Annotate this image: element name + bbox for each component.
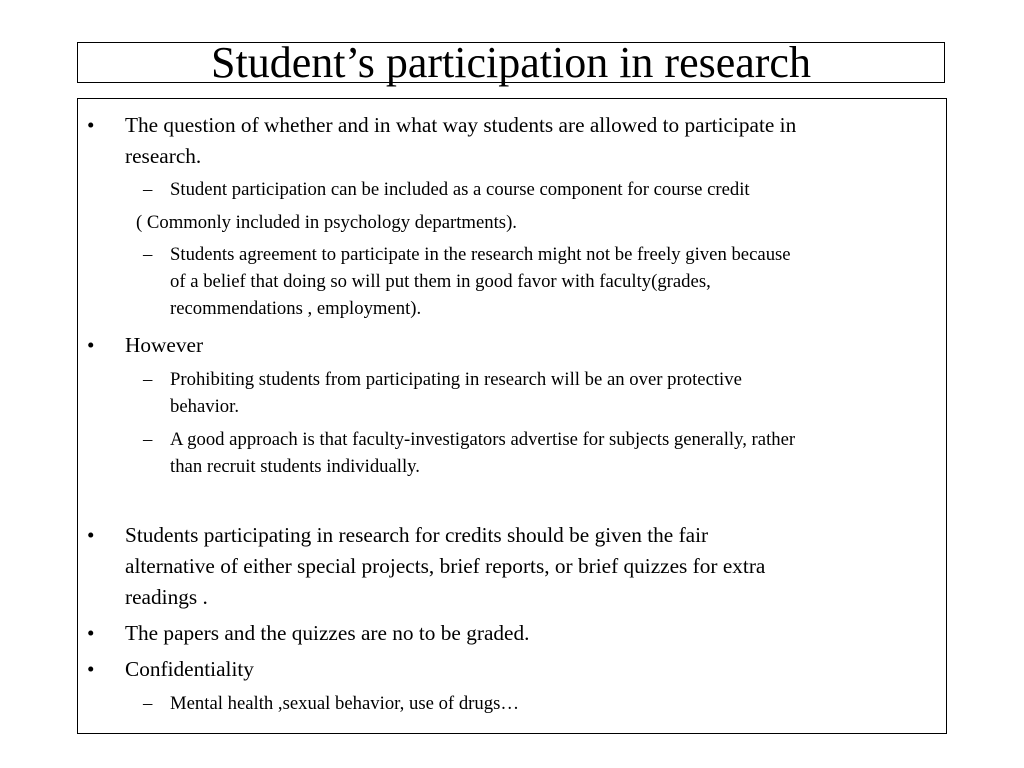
bullet-marker: • [87, 333, 95, 357]
sub-item1-1: Student participation can be included as a course component for course credit [170, 179, 750, 200]
sub-item2-2-line1: A good approach is that faculty-investigators advertise for subjects generally, rather [170, 429, 796, 450]
note-line: ( Commonly included in psychology departments). [136, 212, 517, 233]
sub-item1-2-line3: recommendations , employment). [170, 298, 422, 319]
bullet-marker: • [87, 657, 95, 681]
bullet-marker: • [87, 113, 95, 137]
dash-marker: – [143, 179, 153, 200]
sub-item2-1-line2: behavior. [170, 396, 240, 417]
dash-marker: – [143, 244, 153, 265]
bullet-marker: • [87, 621, 95, 645]
dash-marker: – [143, 693, 153, 714]
content-box [77, 98, 947, 734]
bullet-item2: However [125, 333, 204, 357]
sub-item5-1: Mental health ,sexual behavior, use of drugs… [170, 693, 520, 714]
bullet-item1-line2: research. [125, 144, 202, 168]
bullet-item3-line3: readings . [125, 585, 208, 609]
dash-marker: – [143, 429, 153, 450]
bullet-item1-line1: The question of whether and in what way students are allowed to participate in [125, 113, 797, 137]
bullet-marker: • [87, 523, 95, 547]
bullet-item3-line1: Students participating in research for credits should be given the fair [125, 523, 709, 547]
sub-item1-2-line1: Students agreement to participate in the research might not be freely given because [170, 244, 791, 265]
bullet-item5: Confidentiality [125, 657, 254, 681]
slide-title: Student’s participation in research [211, 38, 811, 87]
sub-item1-2-line2: of a belief that doing so will put them in good favor with faculty(grades, [170, 271, 711, 292]
dash-marker: – [143, 369, 153, 390]
sub-item2-1-line1: Prohibiting students from participating in research will be an over protective [170, 369, 742, 390]
bullet-item4: The papers and the quizzes are no to be graded. [125, 621, 530, 645]
title-box [77, 38, 945, 87]
bullet-item3-line2: alternative of either special projects, brief reports, or brief quizzes for extra [125, 554, 766, 578]
sub-item2-2-line2: than recruit students individually. [170, 456, 420, 477]
